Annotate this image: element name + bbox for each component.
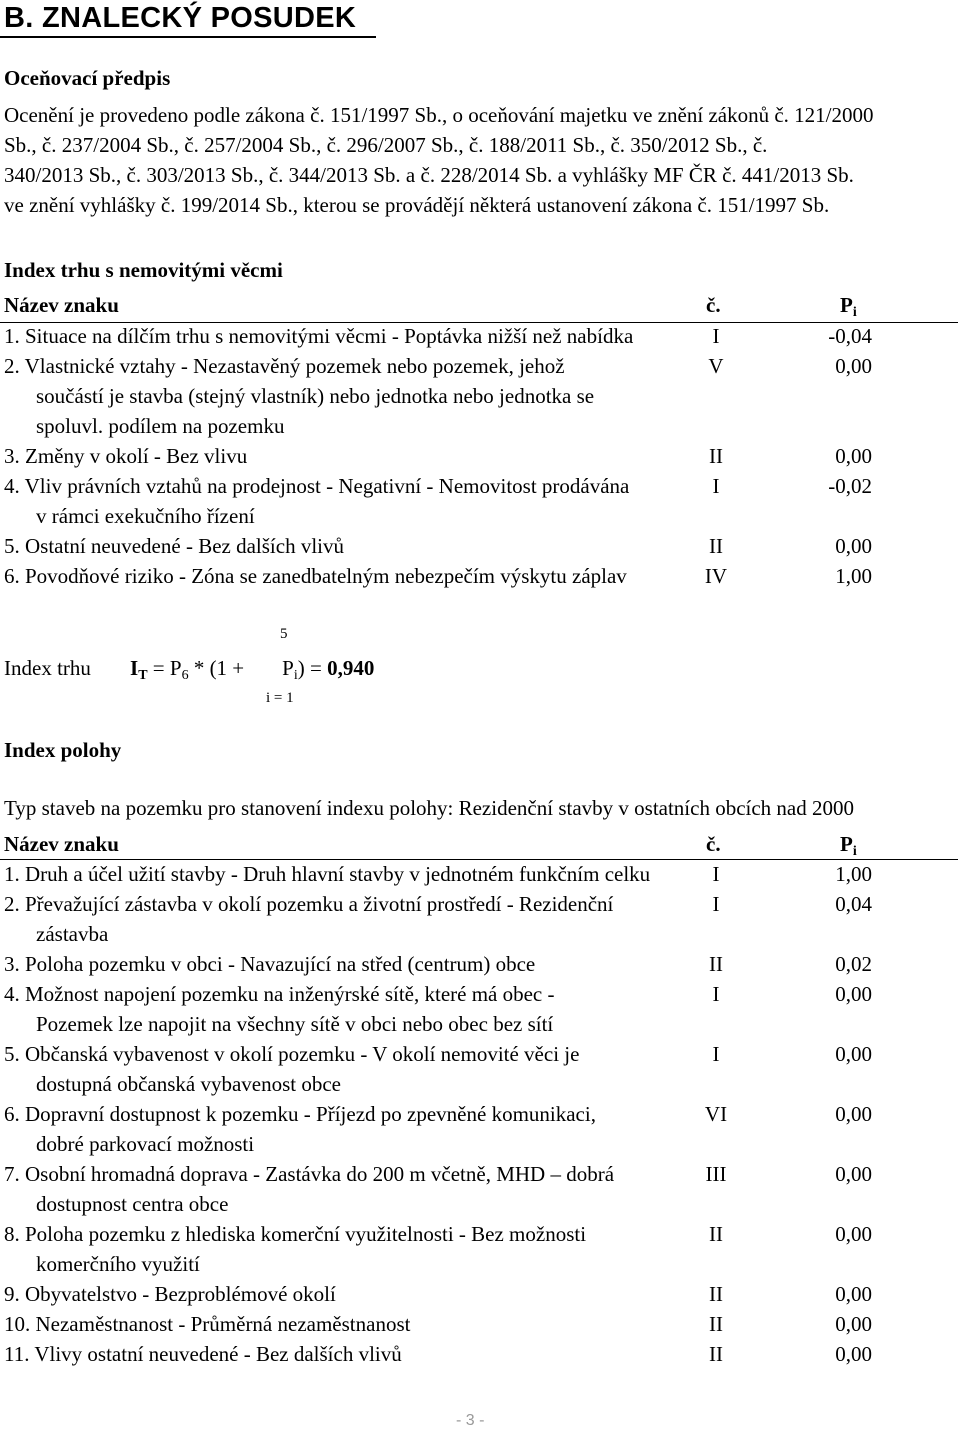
row-name-line: dostupná občanská vybavenost obce (36, 1072, 342, 1096)
row-name-line: komerčního využití (36, 1252, 200, 1276)
row-code: I (712, 324, 720, 348)
market-index-title: Index trhu s nemovitými věcmi (4, 258, 283, 282)
row-code: IV (704, 564, 728, 588)
row-name-line: dostupnost centra obce (36, 1192, 229, 1216)
valuation-line: 340/2013 Sb., č. 303/2013 Sb., č. 344/2013 Sb. a č. 228/2014 Sb. a vyhlášky MF ČR č. 441/2013 Sb. (4, 163, 854, 187)
location-col-code: č. (706, 832, 721, 856)
row-value: 0,00 (835, 1102, 872, 1126)
row-code: I (712, 982, 720, 1006)
row-value: 0,00 (835, 1282, 872, 1306)
row-name-line: 5. Ostatní neuvedené - Bez dalších vlivů (4, 534, 344, 558)
row-name (4, 561, 684, 591)
row-name-line: 10. Nezaměstnanost - Průměrná nezaměstnanost (4, 1312, 411, 1336)
row-code: II (709, 534, 723, 558)
row-name-line: 11. Vlivy ostatní neuvedené - Bez dalších vlivů (4, 1342, 402, 1366)
row-name-line: 1. Situace na dílčím trhu s nemovitými věcmi - Poptávka nižší než nabídka (4, 324, 634, 348)
formula-expression: $I_T = P_6 * (1 + P_i) = 0,940$ (130, 656, 375, 683)
row-value: 0,00 (835, 982, 872, 1006)
location-col-p: $P_i$ (840, 832, 857, 859)
row-name-line: 3. Poloha pozemku v obci - Navazující na střed (centrum) obce (4, 952, 536, 976)
row-value: 0,00 (835, 444, 872, 468)
row-name-line: 9. Obyvatelstvo - Bezproblémové okolí (4, 1282, 336, 1306)
row-name (4, 1219, 684, 1279)
row-name-line: 4. Možnost napojení pozemku na inženýrské sítě, které má obec - (4, 982, 555, 1006)
row-value: 0,00 (835, 1342, 872, 1366)
row-name-line: součástí je stavba (stejný vlastník) nebo jednotka nebo jednotka se (36, 384, 595, 408)
valuation-line: Ocenění je provedeno podle zákona č. 151/1997 Sb., o oceňování majetku ve znění zákonů č. 121/2000 (4, 103, 874, 127)
row-code: II (709, 1342, 723, 1366)
row-value: 0,00 (835, 1312, 872, 1336)
row-value: 0,00 (835, 1042, 872, 1066)
row-name (4, 531, 684, 561)
row-code: II (709, 444, 723, 468)
row-value: 0,00 (835, 354, 872, 378)
row-name (4, 889, 684, 949)
row-value: 0,00 (835, 1222, 872, 1246)
row-name-line: zástavba (36, 922, 109, 946)
row-code: I (712, 892, 720, 916)
row-name (4, 321, 684, 351)
valuation-line: Sb., č. 237/2004 Sb., č. 257/2004 Sb., č. 296/2007 Sb., č. 188/2011 Sb., č. 350/2012 Sb., č. (4, 133, 768, 157)
row-name (4, 1339, 684, 1369)
formula-sum-lower: i = 1 (266, 690, 294, 706)
row-code: I (712, 474, 720, 498)
row-code: VI (704, 1102, 728, 1126)
page-number: - 3 - (456, 1412, 485, 1429)
row-value: 0,02 (835, 952, 872, 976)
row-value: 0,04 (835, 892, 872, 916)
row-name-line: 2. Vlastnické vztahy - Nezastavěný pozemek nebo pozemek, jehož (4, 354, 565, 378)
location-index-title: Index polohy (4, 738, 122, 762)
row-name (4, 351, 684, 441)
row-name-line: 5. Občanská vybavenost v okolí pozemku - V okolí nemovité věci je (4, 1042, 580, 1066)
row-value: 0,00 (835, 1162, 872, 1186)
row-name-line: 7. Osobní hromadná doprava - Zastávka do 200 m včetně, MHD – dobrá (4, 1162, 615, 1186)
market-col-name: Název znaku (4, 293, 119, 317)
row-name-line: spoluvl. podílem na pozemku (36, 414, 285, 438)
formula-label: Index trhu (4, 656, 91, 680)
market-col-p: $P_i$ (840, 293, 857, 320)
row-name-line: dobré parkovací možnosti (36, 1132, 255, 1156)
row-code: II (709, 1222, 723, 1246)
row-value: 1,00 (835, 564, 872, 588)
location-col-name: Název znaku (4, 832, 119, 856)
document-heading: B. ZNALECKÝ POSUDEK (4, 2, 357, 34)
row-name-line: 8. Poloha pozemku z hlediska komerční využitelnosti - Bez možnosti (4, 1222, 587, 1246)
row-value: -0,02 (828, 474, 872, 498)
row-code: II (709, 952, 723, 976)
row-name (4, 1309, 684, 1339)
row-value: 0,00 (835, 534, 872, 558)
heading-underline (0, 36, 376, 38)
row-code: V (708, 354, 724, 378)
valuation-line: ve znění vyhlášky č. 199/2014 Sb., kterou se provádějí některá ustanovení zákona č. 151/1997 Sb. (4, 193, 830, 217)
row-name (4, 859, 684, 889)
row-name (4, 949, 684, 979)
row-name-line: 4. Vliv právních vztahů na prodejnost - Negativní - Nemovitost prodávána (4, 474, 630, 498)
location-type-line: Typ staveb na pozemku pro stanovení indexu polohy: Rezidenční stavby v ostatních obcích nad 2000 (4, 796, 855, 820)
market-col-code: č. (706, 293, 721, 317)
row-name (4, 1159, 684, 1219)
row-code: II (709, 1312, 723, 1336)
valuation-title: Oceňovací předpis (4, 66, 171, 90)
formula-sum-upper: 5 (280, 626, 288, 642)
row-code: I (712, 1042, 720, 1066)
row-value: -0,04 (828, 324, 872, 348)
row-name-line: 3. Změny v okolí - Bez vlivu (4, 444, 248, 468)
row-name (4, 1039, 684, 1099)
row-name-line: 2. Převažující zástavba v okolí pozemku a životní prostředí - Rezidenční (4, 892, 614, 916)
row-name-line: v rámci exekučního řízení (36, 504, 255, 528)
row-name-line: 6. Povodňové riziko - Zóna se zanedbatelným nebezpečím výskytu záplav (4, 564, 627, 588)
row-name (4, 1279, 684, 1309)
row-code: I (712, 862, 720, 886)
row-code: II (709, 1282, 723, 1306)
row-value: 1,00 (835, 862, 872, 886)
row-name-line: 1. Druh a účel užití stavby - Druh hlavní stavby v jednotném funkčním celku (4, 862, 651, 886)
row-name-line: Pozemek lze napojit na všechny sítě v obci nebo obec bez sítí (36, 1012, 554, 1036)
valuation-text (4, 100, 956, 220)
row-name (4, 979, 684, 1039)
row-name (4, 471, 684, 531)
row-name (4, 1099, 684, 1159)
row-name (4, 441, 684, 471)
row-name-line: 6. Dopravní dostupnost k pozemku - Příjezd po zpevněné komunikaci, (4, 1102, 596, 1126)
row-code: III (705, 1162, 727, 1186)
